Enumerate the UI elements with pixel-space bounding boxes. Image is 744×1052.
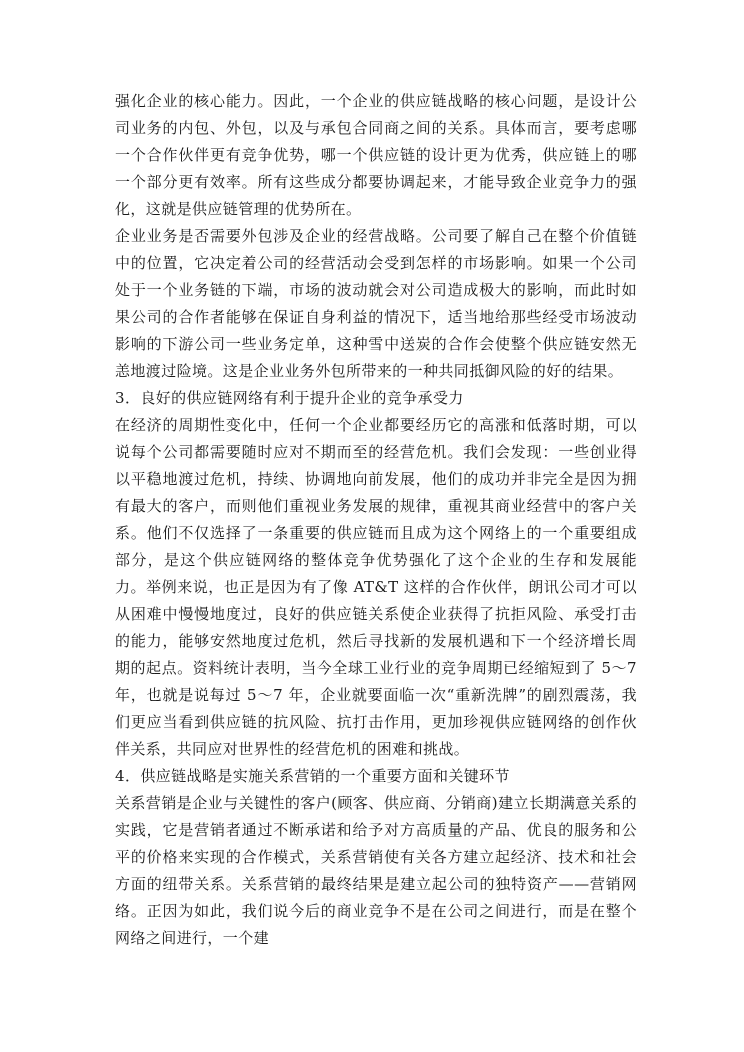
document-body xyxy=(115,88,637,952)
paragraph-core-competence: 强化企业的核心能力。因此，一个企业的供应链战略的核心问题，是设计公司业务的内包、外包，以及与承包合同商之间的关系。具体而言，要考虑哪一个合作伙伴更有竞争优势，哪一个供应链的设计更为优秀，供应链上的哪一个部分更有效率。所有这些成分都要协调起来，才能导致企业竞争力的强化，这就是供应链管理的优势所在。 xyxy=(115,92,637,218)
section-heading-3: 3．良好的供应链网络有利于提升企业的竞争承受力 xyxy=(115,389,464,407)
paragraph-outsourcing: 企业业务是否需要外包涉及企业的经营战略。公司要了解自己在整个价值链中的位置，它决定着公司的经营活动会受到怎样的市场影响。如果一个公司处于一个业务链的下端，市场的波动就会对公司造成极大的影响，而此时如果公司的合作者能够在保证自身利益的情况下，适当地给那些经受市场波动影响的下游公司一些业务定单，这种雪中送炭的合作会使整个供应链安然无恙地渡过险境。这是企业业务外包所带来的一种共同抵御风险的好的结果。 xyxy=(115,227,637,380)
paragraph-crisis-resilience: 在经济的周期性变化中，任何一个企业都要经历它的高涨和低落时期，可以说每个公司都需要随时应对不期而至的经营危机。我们会发现：一些创业得以平稳地渡过危机，持续、协调地向前发展，他们的成功并非完全是因为拥有最大的客户，而则他们重视业务发展的规律，重视其商业经营中的客户关系。他们不仅选择了一条重要的供应链而且成为这个网络上的一个重要组成部分，是这个供应链网络的整体竞争优势强化了这个企业的生存和发展能力。举例来说，也正是因为有了像 AT&T 这样的合作伙伴，朗讯公司才可以从困难中慢慢地度过，良好的供应链关系使企业获得了抗拒风险、承受打击的能力，能够安然地度过危机，然后寻找新的发展机遇和下一个经济增长周期的起点。资料统计表明，当今全球工业行业的竞争周期已经缩短到了 5～7 年，也就是说每过 5～7 年，企业就要面临一次“重新洗牌”的剧烈震荡，我们更应当看到供应链的抗风险、抗打击作用，更加珍视供应链网络的创作伙伴关系，共同应对世界性的经营危机的困难和挑战。 xyxy=(115,416,637,758)
section-heading-4: 4．供应链战略是实施关系营销的一个重要方面和关键环节 xyxy=(115,767,510,785)
paragraph-relationship-marketing: 关系营销是企业与关键性的客户(顾客、供应商、分销商)建立长期满意关系的实践，它是营销者通过不断承诺和给予对方高质量的产品、优良的服务和公平的价格来实现的合作模式，关系营销使有关各方建立起经济、技术和社会方面的纽带关系。关系营销的最终结果是建立起公司的独特资产——营销网络。正因为如此，我们说今后的商业竞争不是在公司之间进行，而是在整个网络之间进行，一个建 xyxy=(115,794,637,947)
